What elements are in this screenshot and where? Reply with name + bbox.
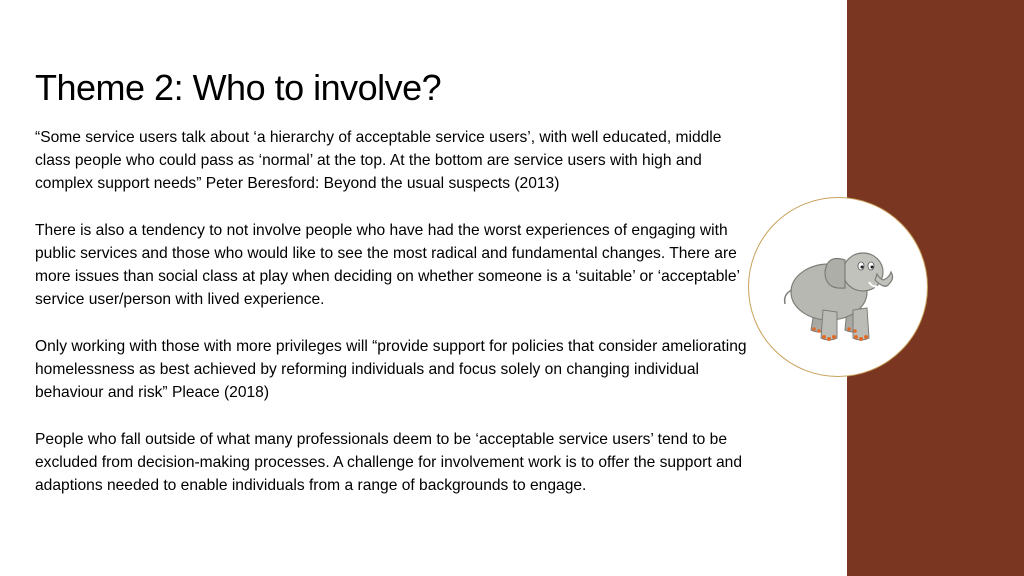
slide-title: Theme 2: Who to involve? [35,67,442,108]
paragraph-worst-experiences: There is also a tendency to not involve people who have had the worst experiences of engaging with public services and those who would like to see the most radical and fundamental changes. There are more issues than social class at play when deciding on whether someone is a ‘suitable’ or ‘acceptable’ service user/person with lived experience. [35,221,740,309]
paragraph-hierarchy-quote: “Some service users talk about ‘a hierarchy of acceptable service users’, with well educated, middle class people who could pass as ‘normal’ at the top. At the bottom are service users with high and complex support needs” Peter Beresford: Beyond the usual suspects (2013) [35,129,722,193]
paragraph-excluded-users: People who fall outside of what many professionals deem to be ‘acceptable service users’ tend to be excluded from decision-making processes. A challenge for involvement work is to offer the support and adaptions needed to enable individuals from a range of backgrounds to engage. [35,430,743,494]
slide-body [35,126,747,497]
illustration-circle [748,197,928,377]
elephant-icon [749,198,928,377]
paragraph-privileges-quote: Only working with those with more privileges will “provide support for policies that consider ameliorating homelessness as best achieved by reforming individuals and focus solely on changing individual behaviour and risk” Pleace (2018) [35,337,747,402]
